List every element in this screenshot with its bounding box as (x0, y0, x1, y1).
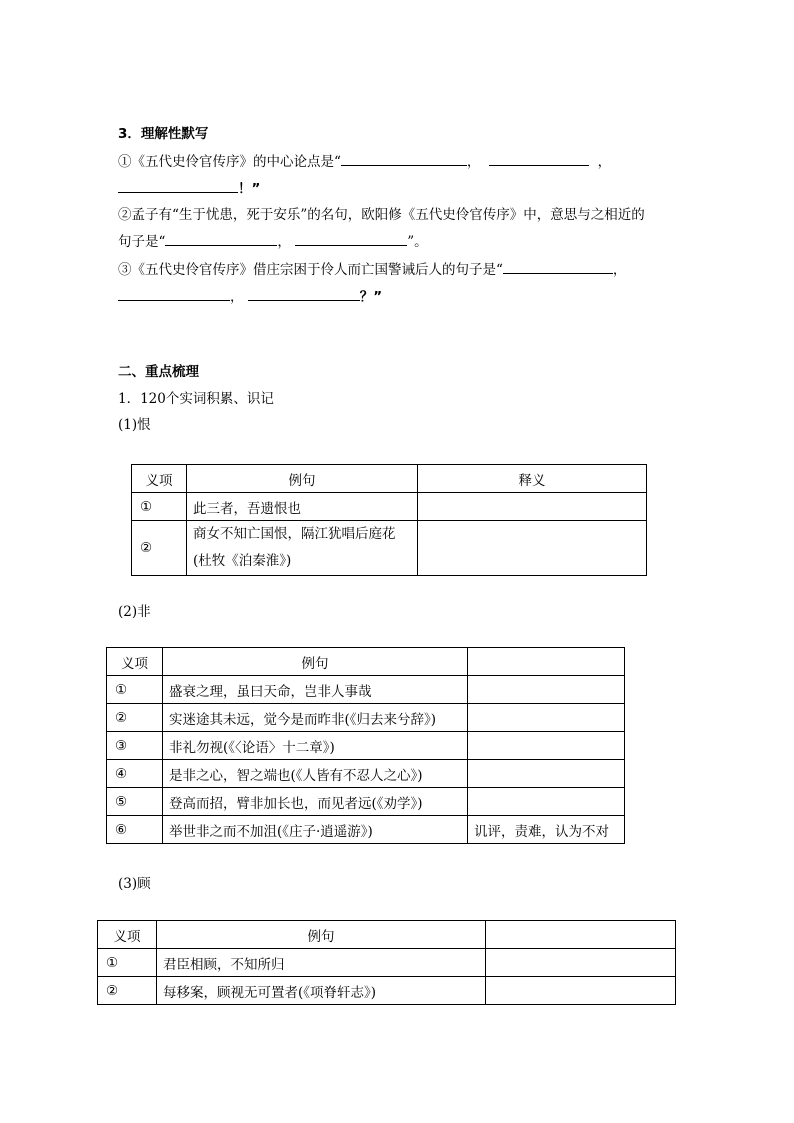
table-header-row (98, 921, 676, 949)
answer-blank[interactable] (248, 286, 360, 301)
table-row (98, 977, 676, 1005)
table-row (132, 521, 647, 576)
row-num: ① (132, 493, 187, 521)
row-num: ② (98, 977, 157, 1005)
row-meaning[interactable] (468, 676, 625, 704)
row-sentence: 是非之心，智之端也(《人皆有不忍人之心》) (163, 760, 468, 788)
row-sentence-line: 商女不知亡国恨，隔江犹唱后庭花 (193, 526, 396, 542)
header-cell (468, 648, 625, 676)
answer-blank[interactable] (295, 231, 407, 246)
answer-blank[interactable] (489, 151, 589, 166)
header-cell (486, 921, 676, 949)
row-sentence: 此三者，吾遗恨也 (187, 493, 418, 521)
row-sentence-line: (杜牧《泊秦淮》) (193, 553, 292, 569)
row-meaning[interactable] (468, 704, 625, 732)
punct: ， (466, 154, 481, 170)
header-cell: 义项 (98, 921, 157, 949)
row-sentence: 实迷途其未远，觉今是而昨非(《归去来兮辞》) (163, 704, 468, 732)
row-meaning[interactable] (468, 732, 625, 760)
answer-blank[interactable] (118, 178, 238, 193)
word3-table (97, 920, 676, 1005)
table-row (98, 949, 676, 977)
answer-blank[interactable] (118, 286, 230, 301)
punct: ， (597, 154, 612, 170)
row-num: ① (107, 676, 163, 704)
word2-table (106, 647, 625, 844)
question-2-line1: ②孟子有“生于忧患，死于安乐”的名句，欧阳修《五代史伶官传序》中，意思与之相近的 (118, 207, 645, 223)
header-cell: 义项 (132, 465, 187, 493)
subsection-heading: 1．120个实词积累、识记 (118, 391, 274, 407)
punct: ， (277, 234, 291, 250)
question-1-line2 (118, 177, 260, 197)
row-meaning[interactable] (468, 788, 625, 816)
table-header-row (132, 465, 647, 493)
row-num: ② (107, 704, 163, 732)
word-title: (3)顾 (118, 876, 151, 892)
row-meaning[interactable] (468, 760, 625, 788)
answer-blank[interactable] (165, 231, 277, 246)
punct: ”。 (407, 234, 428, 250)
word-title: (1)恨 (118, 417, 151, 433)
punct: ？” (359, 289, 383, 305)
header-cell: 释义 (418, 465, 647, 493)
row-sentence: 盛衰之理，虽曰天命，岂非人事哉 (163, 676, 468, 704)
table-row (107, 704, 625, 732)
row-meaning[interactable] (486, 977, 676, 1005)
table-header-row (107, 648, 625, 676)
table-row (107, 732, 625, 760)
question-2-line2 (118, 230, 428, 250)
table-row (107, 788, 625, 816)
table-row (107, 676, 625, 704)
punct: ！” (238, 181, 261, 197)
question-3-line1 (118, 258, 626, 278)
row-num: ⑥ (107, 816, 163, 844)
answer-blank[interactable] (341, 151, 467, 166)
row-num: ⑤ (107, 788, 163, 816)
row-sentence: 举世非之而不加沮(《庄子·逍遥游》) (163, 816, 468, 844)
row-sentence: 登高而招，臂非加长也，而见者远(《劝学》) (163, 788, 468, 816)
header-cell: 例句 (163, 648, 468, 676)
question-1-line1 (118, 150, 611, 170)
question-3-text: ③《五代史伶官传序》借庄宗困于伶人而亡国警诫后人的句子是“ (118, 262, 503, 278)
row-meaning[interactable]: 讥评，责难，认为不对 (468, 816, 625, 844)
row-sentence (187, 521, 418, 576)
question-2-text: 句子是“ (118, 234, 166, 250)
word-title: (2)非 (118, 604, 151, 620)
answer-blank[interactable] (503, 259, 613, 274)
header-cell: 义项 (107, 648, 163, 676)
row-num: ④ (107, 760, 163, 788)
row-sentence: 每移案，顾视无可置者(《项脊轩志》) (157, 977, 486, 1005)
row-meaning[interactable] (418, 493, 647, 521)
row-num: ① (98, 949, 157, 977)
section3-heading: 3．理解性默写 (118, 126, 209, 142)
table-row (107, 816, 625, 844)
header-cell: 例句 (157, 921, 486, 949)
table-row (107, 760, 625, 788)
row-num: ③ (107, 732, 163, 760)
row-sentence: 非礼勿视(《〈论语〉十二章》) (163, 732, 468, 760)
word1-table (131, 464, 647, 576)
question-1-text: ①《五代史伶官传序》的中心论点是“ (118, 154, 341, 170)
row-num: ② (132, 521, 187, 576)
row-meaning[interactable] (486, 949, 676, 977)
punct: ， (230, 289, 244, 305)
section-two-heading: 二、重点梳理 (118, 364, 199, 380)
row-meaning[interactable] (418, 521, 647, 576)
punct: ， (612, 262, 627, 278)
table-row (132, 493, 647, 521)
header-cell: 例句 (187, 465, 418, 493)
question-3-line2 (118, 285, 382, 305)
row-sentence: 君臣相顾，不知所归 (157, 949, 486, 977)
